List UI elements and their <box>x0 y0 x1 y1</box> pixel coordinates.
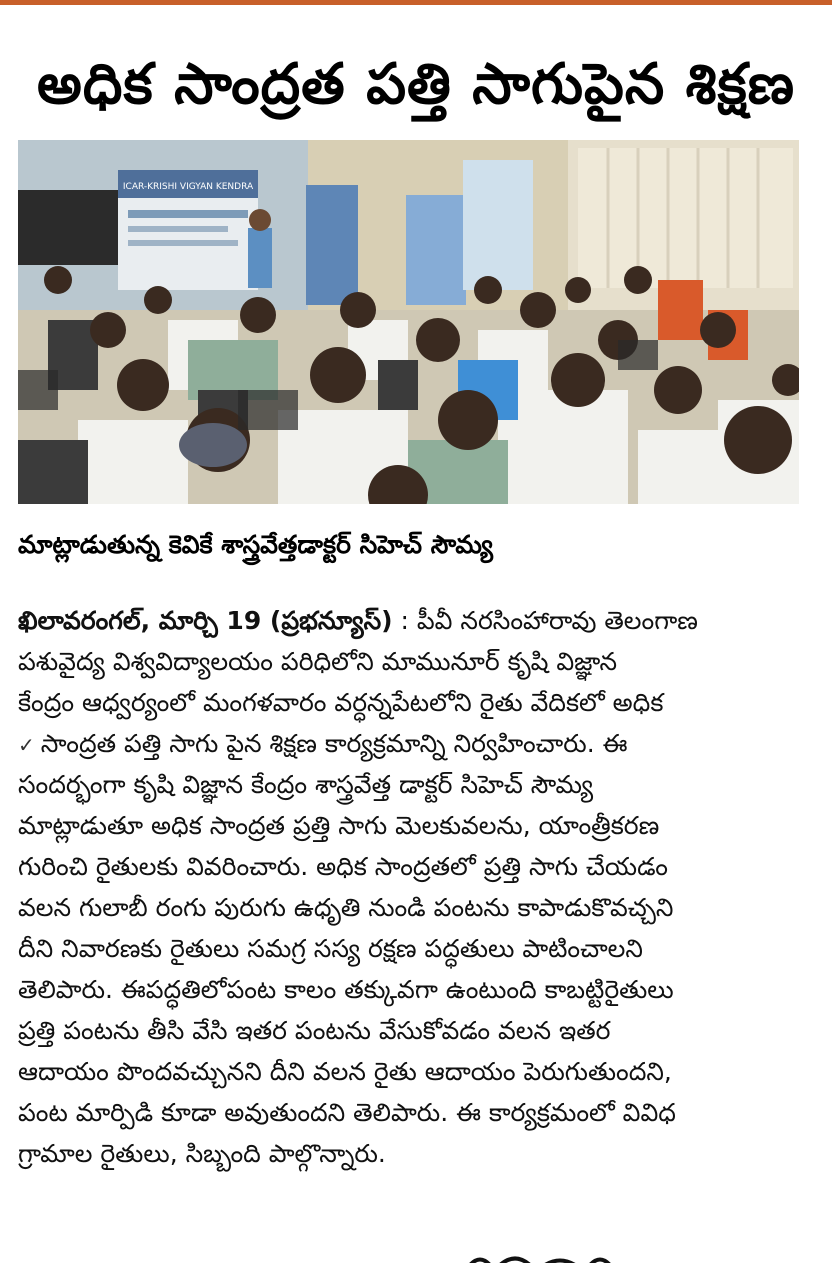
body-line: వలన గులాబీ రంగు పురుగు ఉధృతి నుండి పంటను కాపాడుకొవచ్చని <box>18 893 674 922</box>
photo-caption: మాట్లాడుతున్న కెవికే శాస్త్రవేత్తడాక్టర్ సిహెచ్ సౌమ్య <box>18 530 493 559</box>
article-photo <box>18 140 799 504</box>
body-line: గురించి రైతులకు వివరించారు. అధిక సాంద్రతలో ప్రత్తి సాగు చేయడం <box>18 852 668 881</box>
body-line: మాట్లాడుతూ అధిక సాంద్రత ప్రత్తి సాగు మెలకువలను, యాంత్రీకరణ <box>18 811 660 840</box>
top-accent-rule <box>0 0 832 5</box>
body-line: ఆదాయం పొందవచ్చునని దీని వలన రైతు ఆదాయం పెరుగుతుందని, <box>18 1057 672 1086</box>
cropped-next-article-fragment <box>460 1250 640 1263</box>
body-line: పశువైద్య విశ్వవిద్యాలయం పరిధిలోని మామునూర్ కృషి విజ్ఞాన <box>18 647 618 676</box>
body-line: పంట మార్పిడి కూడా అవుతుందని తెలిపారు. ఈ కార్యక్రమంలో వివిధ <box>18 1098 676 1127</box>
body-line <box>18 723 808 764</box>
check-mark-icon: ✓ <box>18 733 35 757</box>
article-body <box>18 600 808 1174</box>
body-line: దీని నివారణకు రైతులు సమగ్ర సస్య రక్షణ పద్ధతులు పాటించాలని <box>18 934 643 963</box>
body-line: కేంద్రం ఆధ్వర్యంలో మంగళవారం వర్ధన్నపేటలోని రైతు వేదికలో అధిక <box>18 688 664 717</box>
article-headline: అధిక సాంద్రత పత్తి సాగుపైన శిక్షణ <box>37 52 795 117</box>
body-line <box>18 600 808 641</box>
body-line: గ్రామాల రైతులు, సిబ్బంది పాల్గొన్నారు. <box>18 1139 386 1168</box>
article-dateline: ఖిలావరంగల్, మార్చి 19 (ప్రభన్యూస్) <box>18 606 393 635</box>
body-line-text: సాంద్రత పత్తి సాగు పైన శిక్షణ కార్యక్రమాన్ని నిర్వహించారు. ఈ <box>40 729 628 758</box>
body-line: సందర్భంగా కృషి విజ్ఞాన కేంద్రం శాస్త్రవేత్త డాక్టర్ సిహెచ్ సౌమ్య <box>18 770 594 799</box>
body-line-text: పీవీ నరసింహారావు తెలంగాణ <box>416 606 698 635</box>
body-line: ప్రత్తి పంటను తీసి వేసి ఇతర పంటను వేసుకోవడం వలన ఇతర <box>18 1016 611 1045</box>
dateline-separator: : <box>392 606 417 635</box>
body-line: తెలిపారు. ఈపద్ధతిలోపంట కాలం తక్కువగా ఉంటుంది కాబట్టిరైతులు <box>18 975 674 1004</box>
banner-text: ICAR-KRISHI VIGYAN KENDRA <box>122 182 254 192</box>
